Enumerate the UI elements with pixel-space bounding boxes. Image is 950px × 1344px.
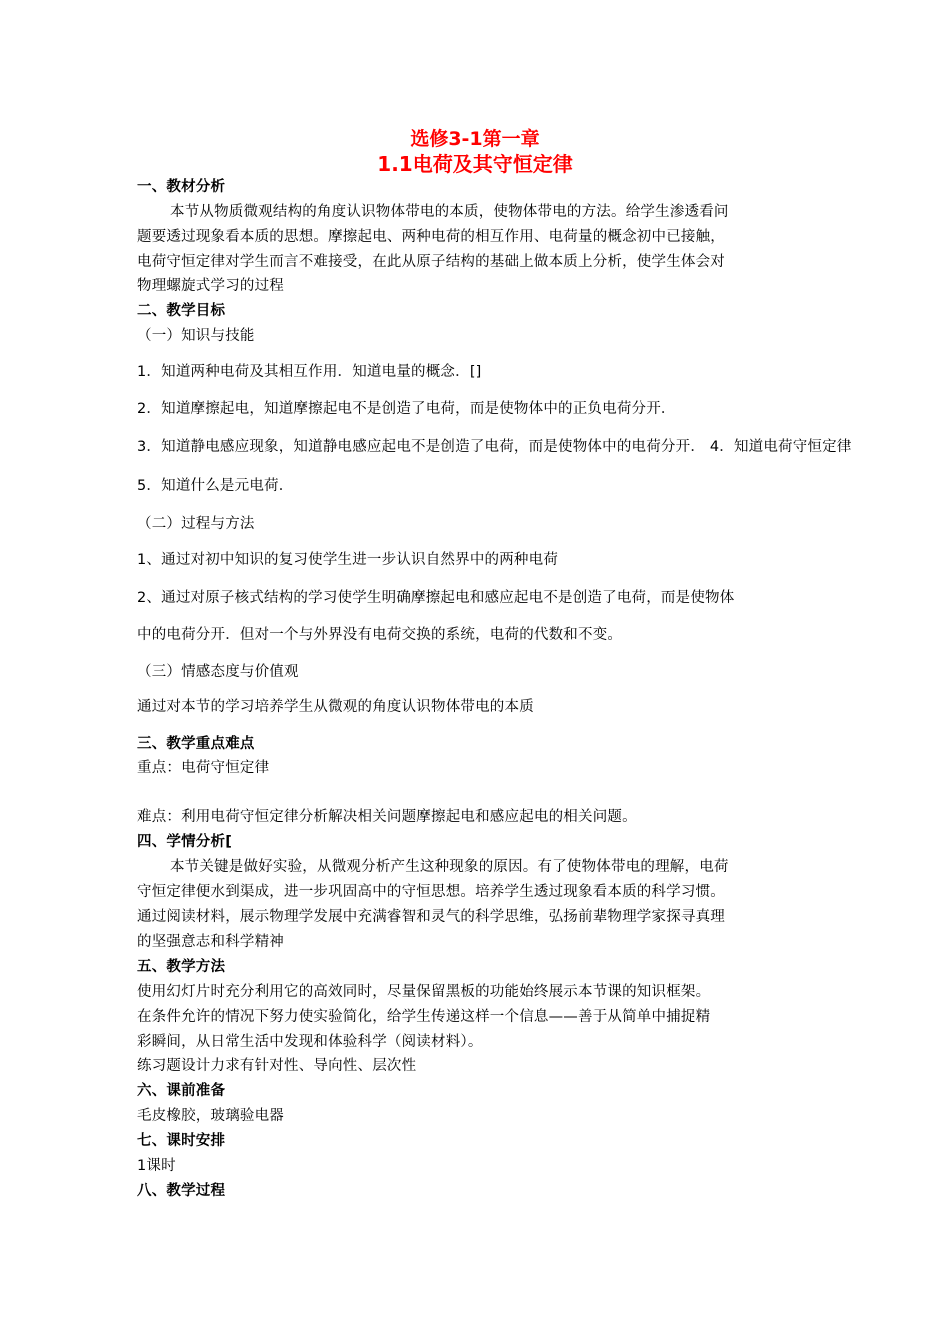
section-heading-preparation: 六、课前准备: [137, 1083, 226, 1099]
paragraph-line: 物理螺旋式学习的过程: [137, 278, 284, 294]
section-heading-teaching-process: 八、教学过程: [137, 1183, 226, 1199]
section-heading-schedule: 七、课时安排: [137, 1133, 226, 1149]
paragraph-line: 电荷守恒定律对学生而言不难接受，在此从原子结构的基础上做本质上分析，使学生体会对: [137, 254, 725, 270]
list-item: 通过对本节的学习培养学生从微观的角度认识物体带电的本质: [137, 699, 534, 715]
paragraph-line: 题要透过现象看本质的思想。摩擦起电、两种电荷的相互作用、电荷量的概念初中已接触，: [137, 229, 725, 245]
list-item: 2．知道摩擦起电，知道摩擦起电不是创造了电荷，而是使物体中的正负电荷分开．: [137, 401, 676, 417]
paragraph-line: 通过阅读材料，展示物理学发展中充满睿智和灵气的科学思维，弘扬前辈物理学家探寻真理: [137, 909, 725, 925]
list-item: 5．知道什么是元电荷．: [137, 478, 294, 494]
section-heading-student-analysis: 四、学情分析[: [137, 834, 233, 850]
section-heading-key-points: 三、教学重点难点: [137, 736, 255, 752]
list-item: 中的电荷分开．但对一个与外界没有电荷交换的系统，电荷的代数和不变。: [137, 627, 623, 643]
preparation-text: 毛皮橡胶，玻璃验电器: [137, 1108, 284, 1124]
key-point-text: 重点：电荷守恒定律: [137, 760, 270, 776]
schedule-text: 1课时: [137, 1158, 176, 1174]
subsection-heading: （一）知识与技能: [137, 328, 255, 344]
document-title-lesson: 1.1电荷及其守恒定律: [377, 152, 573, 176]
subsection-heading: （三）情感态度与价值观: [137, 664, 299, 680]
subsection-heading: （二）过程与方法: [137, 516, 255, 532]
paragraph-line: 本节关键是做好实验，从微观分析产生这种现象的原因。有了使物体带电的理解，电荷: [170, 859, 729, 875]
list-item: 1．知道两种电荷及其相互作用．知道电量的概念．[]: [137, 364, 482, 380]
section-heading-teaching-goals: 二、教学目标: [137, 303, 226, 319]
section-heading-teaching-methods: 五、教学方法: [137, 959, 226, 975]
list-item: 3．知道静电感应现象，知道静电感应起电不是创造了电荷，而是使物体中的电荷分开． 4．知道电荷守恒定律: [137, 439, 852, 455]
list-item: 2、通过对原子核式结构的学习使学生明确摩擦起电和感应起电不是创造了电荷，而是使物体: [137, 590, 735, 606]
paragraph-line: 在条件允许的情况下努力使实验简化，给学生传递这样一个信息——善于从简单中捕捉精: [137, 1009, 711, 1025]
paragraph-line: 使用幻灯片时充分利用它的高效同时，尽量保留黑板的功能始终展示本节课的知识框架。: [137, 984, 711, 1000]
list-item: 1、通过对初中知识的复习使学生进一步认识自然界中的两种电荷: [137, 552, 559, 568]
paragraph-line: 本节从物质微观结构的角度认识物体带电的本质，使物体带电的方法。给学生渗透看问: [170, 204, 729, 220]
section-heading-textbook-analysis: 一、教材分析: [137, 179, 226, 195]
difficult-point-text: 难点：利用电荷守恒定律分析解决相关问题摩擦起电和感应起电的相关问题。: [137, 809, 637, 825]
paragraph-line: 守恒定律便水到渠成，进一步巩固高中的守恒思想。培养学生透过现象看本质的科学习惯。: [137, 884, 725, 900]
paragraph-line: 的坚强意志和科学精神: [137, 934, 284, 950]
document-title-chapter: 选修3-1第一章: [410, 128, 540, 150]
paragraph-line: 彩瞬间，从日常生活中发现和体验科学（阅读材料）。: [137, 1034, 483, 1050]
paragraph-line: 练习题设计力求有针对性、导向性、层次性: [137, 1058, 417, 1074]
